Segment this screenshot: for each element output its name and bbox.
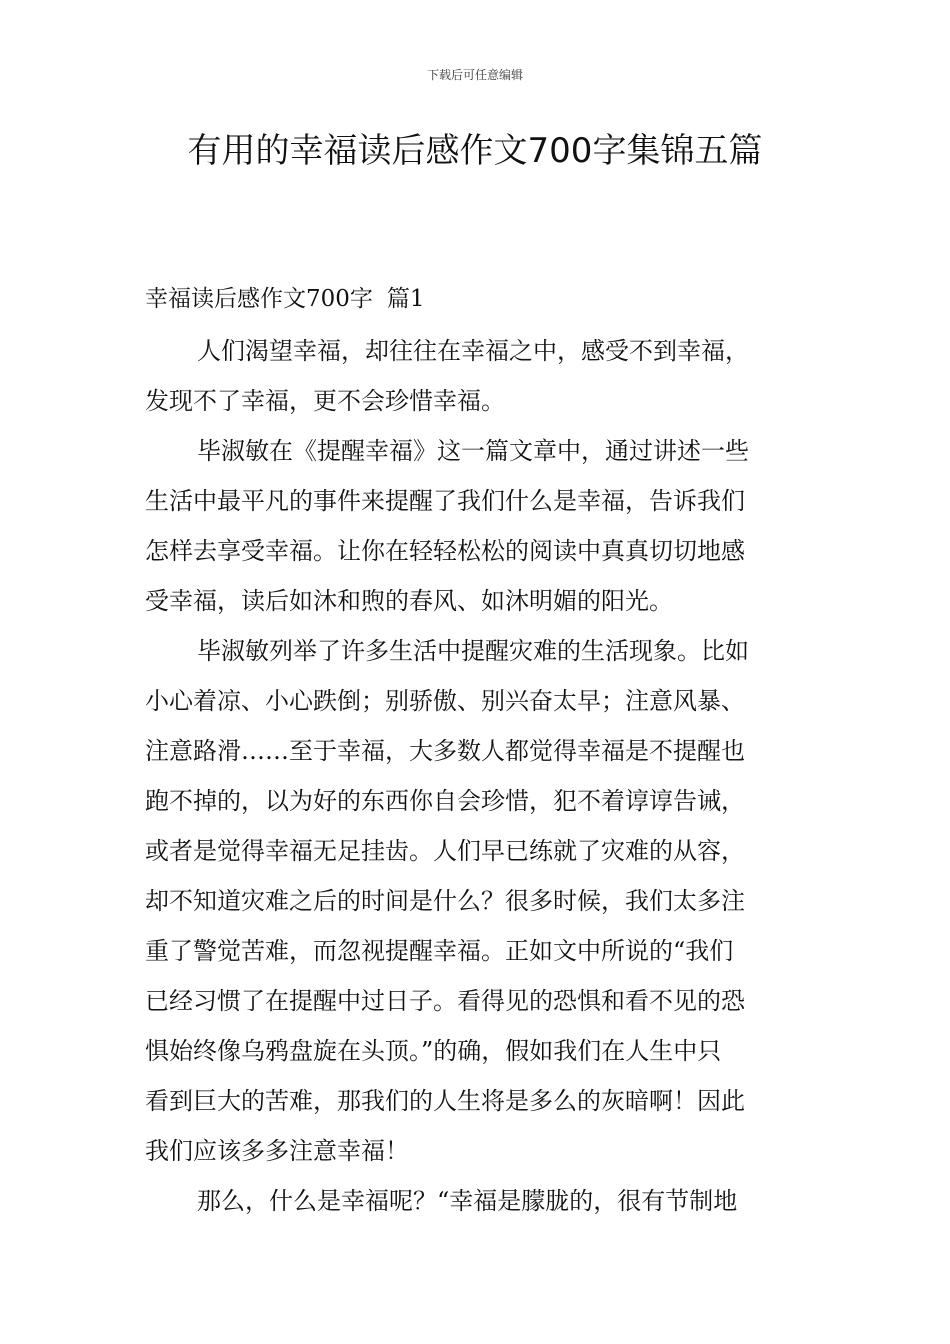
paragraph-line: 却不知道灾难之后的时间是什么？很多时候，我们太多注 bbox=[145, 887, 745, 915]
header-note: 下载后可任意编辑 bbox=[426, 68, 523, 82]
paragraph-line: 惧始终像乌鸦盘旋在头顶。”的确，假如我们在人生中只 bbox=[145, 1037, 722, 1065]
paragraph-line: 受幸福，读后如沐和煦的春风、如沐明媚的阳光。 bbox=[145, 587, 673, 615]
paragraph-line: 我们应该多多注意幸福！ bbox=[145, 1137, 409, 1165]
paragraph-line: 或者是觉得幸福无足挂齿。人们早已练就了灾难的从容， bbox=[145, 837, 745, 865]
paragraph-line: 重了警觉苦难，而忽视提醒幸福。正如文中所说的“我们 bbox=[145, 937, 734, 965]
paragraph-line: 发现不了幸福，更不会珍惜幸福。 bbox=[145, 387, 505, 415]
paragraph-line: 人们渴望幸福，却往往在幸福之中，感受不到幸福， bbox=[197, 337, 749, 365]
paragraph-line: 小心着凉、小心跌倒；别骄傲、别兴奋太早；注意风暴、 bbox=[145, 687, 745, 715]
section-heading bbox=[145, 281, 425, 317]
paragraph-line: 注意路滑……至于幸福，大多数人都觉得幸福是不提醒也 bbox=[145, 737, 745, 765]
paragraph-line: 那么，什么是幸福呢？“幸福是朦胧的，很有节制地 bbox=[197, 1187, 738, 1215]
paragraph-line: 生活中最平凡的事件来提醒了我们什么是幸福，告诉我们 bbox=[145, 487, 745, 515]
section-heading-part: 篇1 bbox=[386, 286, 425, 312]
paragraph-line: 怎样去享受幸福。让你在轻轻松松的阅读中真真切切地感 bbox=[145, 537, 745, 565]
paragraph-line: 看到巨大的苦难，那我们的人生将是多么的灰暗啊！因此 bbox=[145, 1087, 745, 1115]
paragraph-line: 跑不掉的，以为好的东西你自会珍惜，犯不着谆谆告诫， bbox=[145, 787, 745, 815]
body-text bbox=[145, 326, 807, 1226]
paragraph-line: 毕淑敏列举了许多生活中提醒灾难的生活现象。比如 bbox=[197, 637, 749, 665]
paragraph-line: 毕淑敏在《提醒幸福》这一篇文章中，通过讲述一些 bbox=[197, 437, 749, 465]
section-heading-main: 幸福读后感作文700字 bbox=[145, 286, 373, 312]
document-title: 有用的幸福读后感作文700字集锦五篇 bbox=[187, 131, 763, 171]
paragraph-line: 已经习惯了在提醒中过日子。看得见的恐惧和看不见的恐 bbox=[145, 987, 745, 1015]
